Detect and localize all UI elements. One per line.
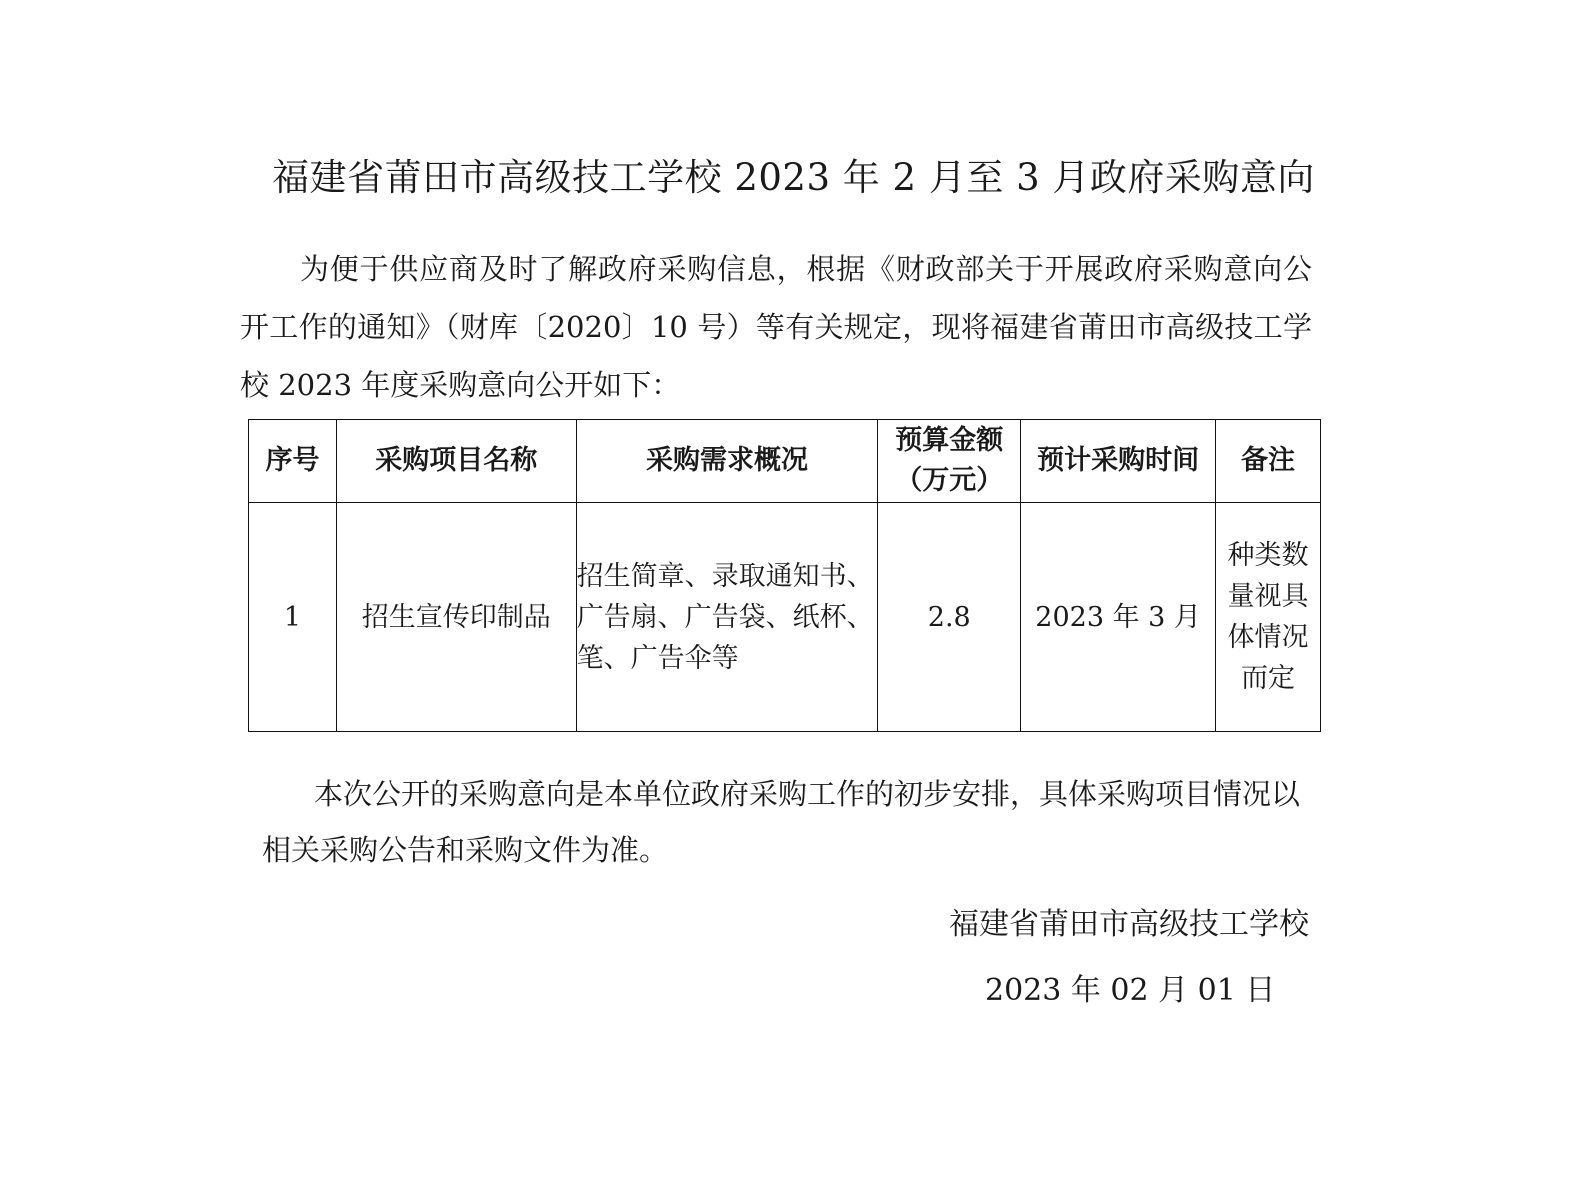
intro-paragraph: 为便于供应商及时了解政府采购信息，根据《财政部关于开展政府采购意向公开工作的通知》（财库〔2020〕10 号）等有关规定，现将福建省莆田市高级技工学校 2023 年度采购意向公开如下： (240, 252, 1312, 402)
header-budget-line2: （万元） (895, 465, 1004, 496)
header-seq: 序号 (249, 420, 337, 503)
header-demand-overview: 采购需求概况 (576, 420, 878, 503)
header-expected-time: 预计采购时间 (1021, 420, 1216, 503)
cell-budget: 2.8 (878, 503, 1021, 732)
header-budget (878, 420, 1021, 503)
document-title: 福建省莆田市高级技工学校 2023 年 2 月至 3 月政府采购意向 (272, 156, 1315, 199)
cell-expected-time: 2023 年 3 月 (1021, 503, 1216, 732)
header-project-name: 采购项目名称 (336, 420, 576, 503)
cell-project-name: 招生宣传印制品 (336, 503, 576, 732)
cell-demand-overview: 招生简章、录取通知书、广告扇、广告袋、纸杯、笔、广告伞等 (576, 503, 878, 732)
cell-seq: 1 (249, 503, 337, 732)
table-header-row (249, 420, 1321, 503)
signature-date: 2023 年 02 月 01 日 (985, 973, 1276, 1008)
closing-paragraph: 本次公开的采购意向是本单位政府采购工作的初步安排，具体采购项目情况以相关采购公告和采购文件为准。 (262, 777, 1301, 867)
table-row (249, 503, 1321, 732)
cell-note: 种类数量视具体情况而定 (1216, 503, 1321, 732)
signature-organization: 福建省莆田市高级技工学校 (949, 907, 1309, 942)
procurement-table (248, 419, 1321, 732)
header-budget-line1: 预算金额 (895, 425, 1004, 456)
header-note: 备注 (1216, 420, 1321, 503)
